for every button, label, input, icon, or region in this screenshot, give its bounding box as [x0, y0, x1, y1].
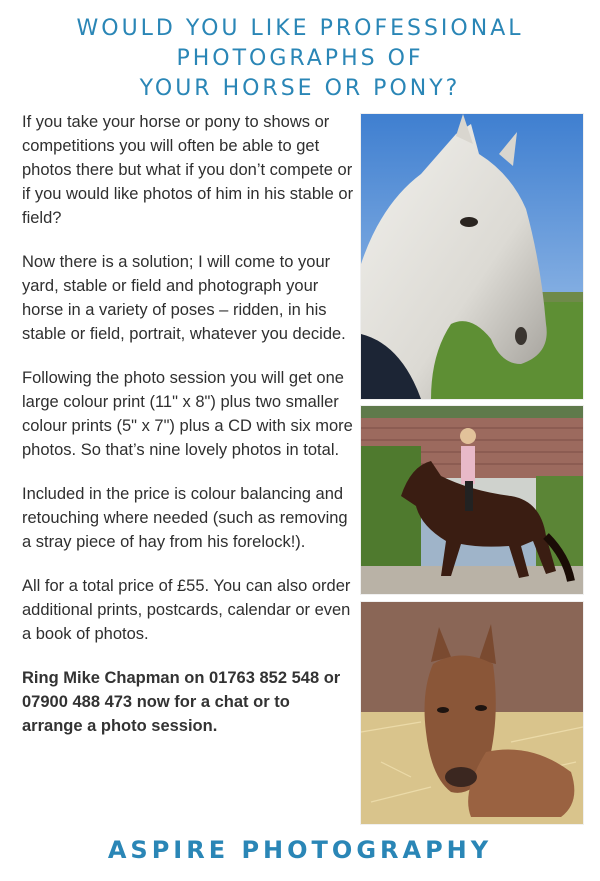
- grey-horse-portrait-photo: [361, 114, 583, 399]
- call-to-action: Ring Mike Chapman on 01763 852 548 or 07900 488 473 now for a chat or to arrange a photo session.: [22, 669, 341, 735]
- paragraph-solution: Now there is a solution; I will come to your yard, stable or field and photograph your horse in a variety of poses – ridden, in his stable or field, portrait, whatever you decide.: [22, 253, 346, 343]
- headline-line-3: YOUR HORSE OR PONY?: [139, 76, 461, 101]
- body-text: [22, 110, 354, 758]
- foal-in-straw-photo: [361, 602, 583, 824]
- headline: [0, 14, 600, 104]
- paragraph-intro: If you take your horse or pony to shows or competitions you will often be able to get photos there but what if you don’t compete or if you would like photos of him in his stable or field?: [22, 113, 354, 227]
- paragraph-retouching: Included in the price is colour balancing and retouching where needed (such as removing a stray piece of hay from his forelock!).: [22, 485, 348, 551]
- headline-line-2: PHOTOGRAPHS OF: [176, 46, 424, 71]
- paragraph-price: All for a total price of £55. You can also order additional prints, postcards, calendar or even a book of photos.: [22, 577, 351, 643]
- paragraph-prints: Following the photo session you will get one large colour print (11" x 8") plus two smaller colour prints (5" x 7") plus a CD with six more photos. So that’s nine lovely photos in total.: [22, 369, 353, 459]
- footer-brand: ASPIRE PHOTOGRAPHY: [107, 836, 493, 864]
- headline-line-1: WOULD YOU LIKE PROFESSIONAL: [76, 16, 524, 41]
- rider-on-horse-photo: [361, 406, 583, 594]
